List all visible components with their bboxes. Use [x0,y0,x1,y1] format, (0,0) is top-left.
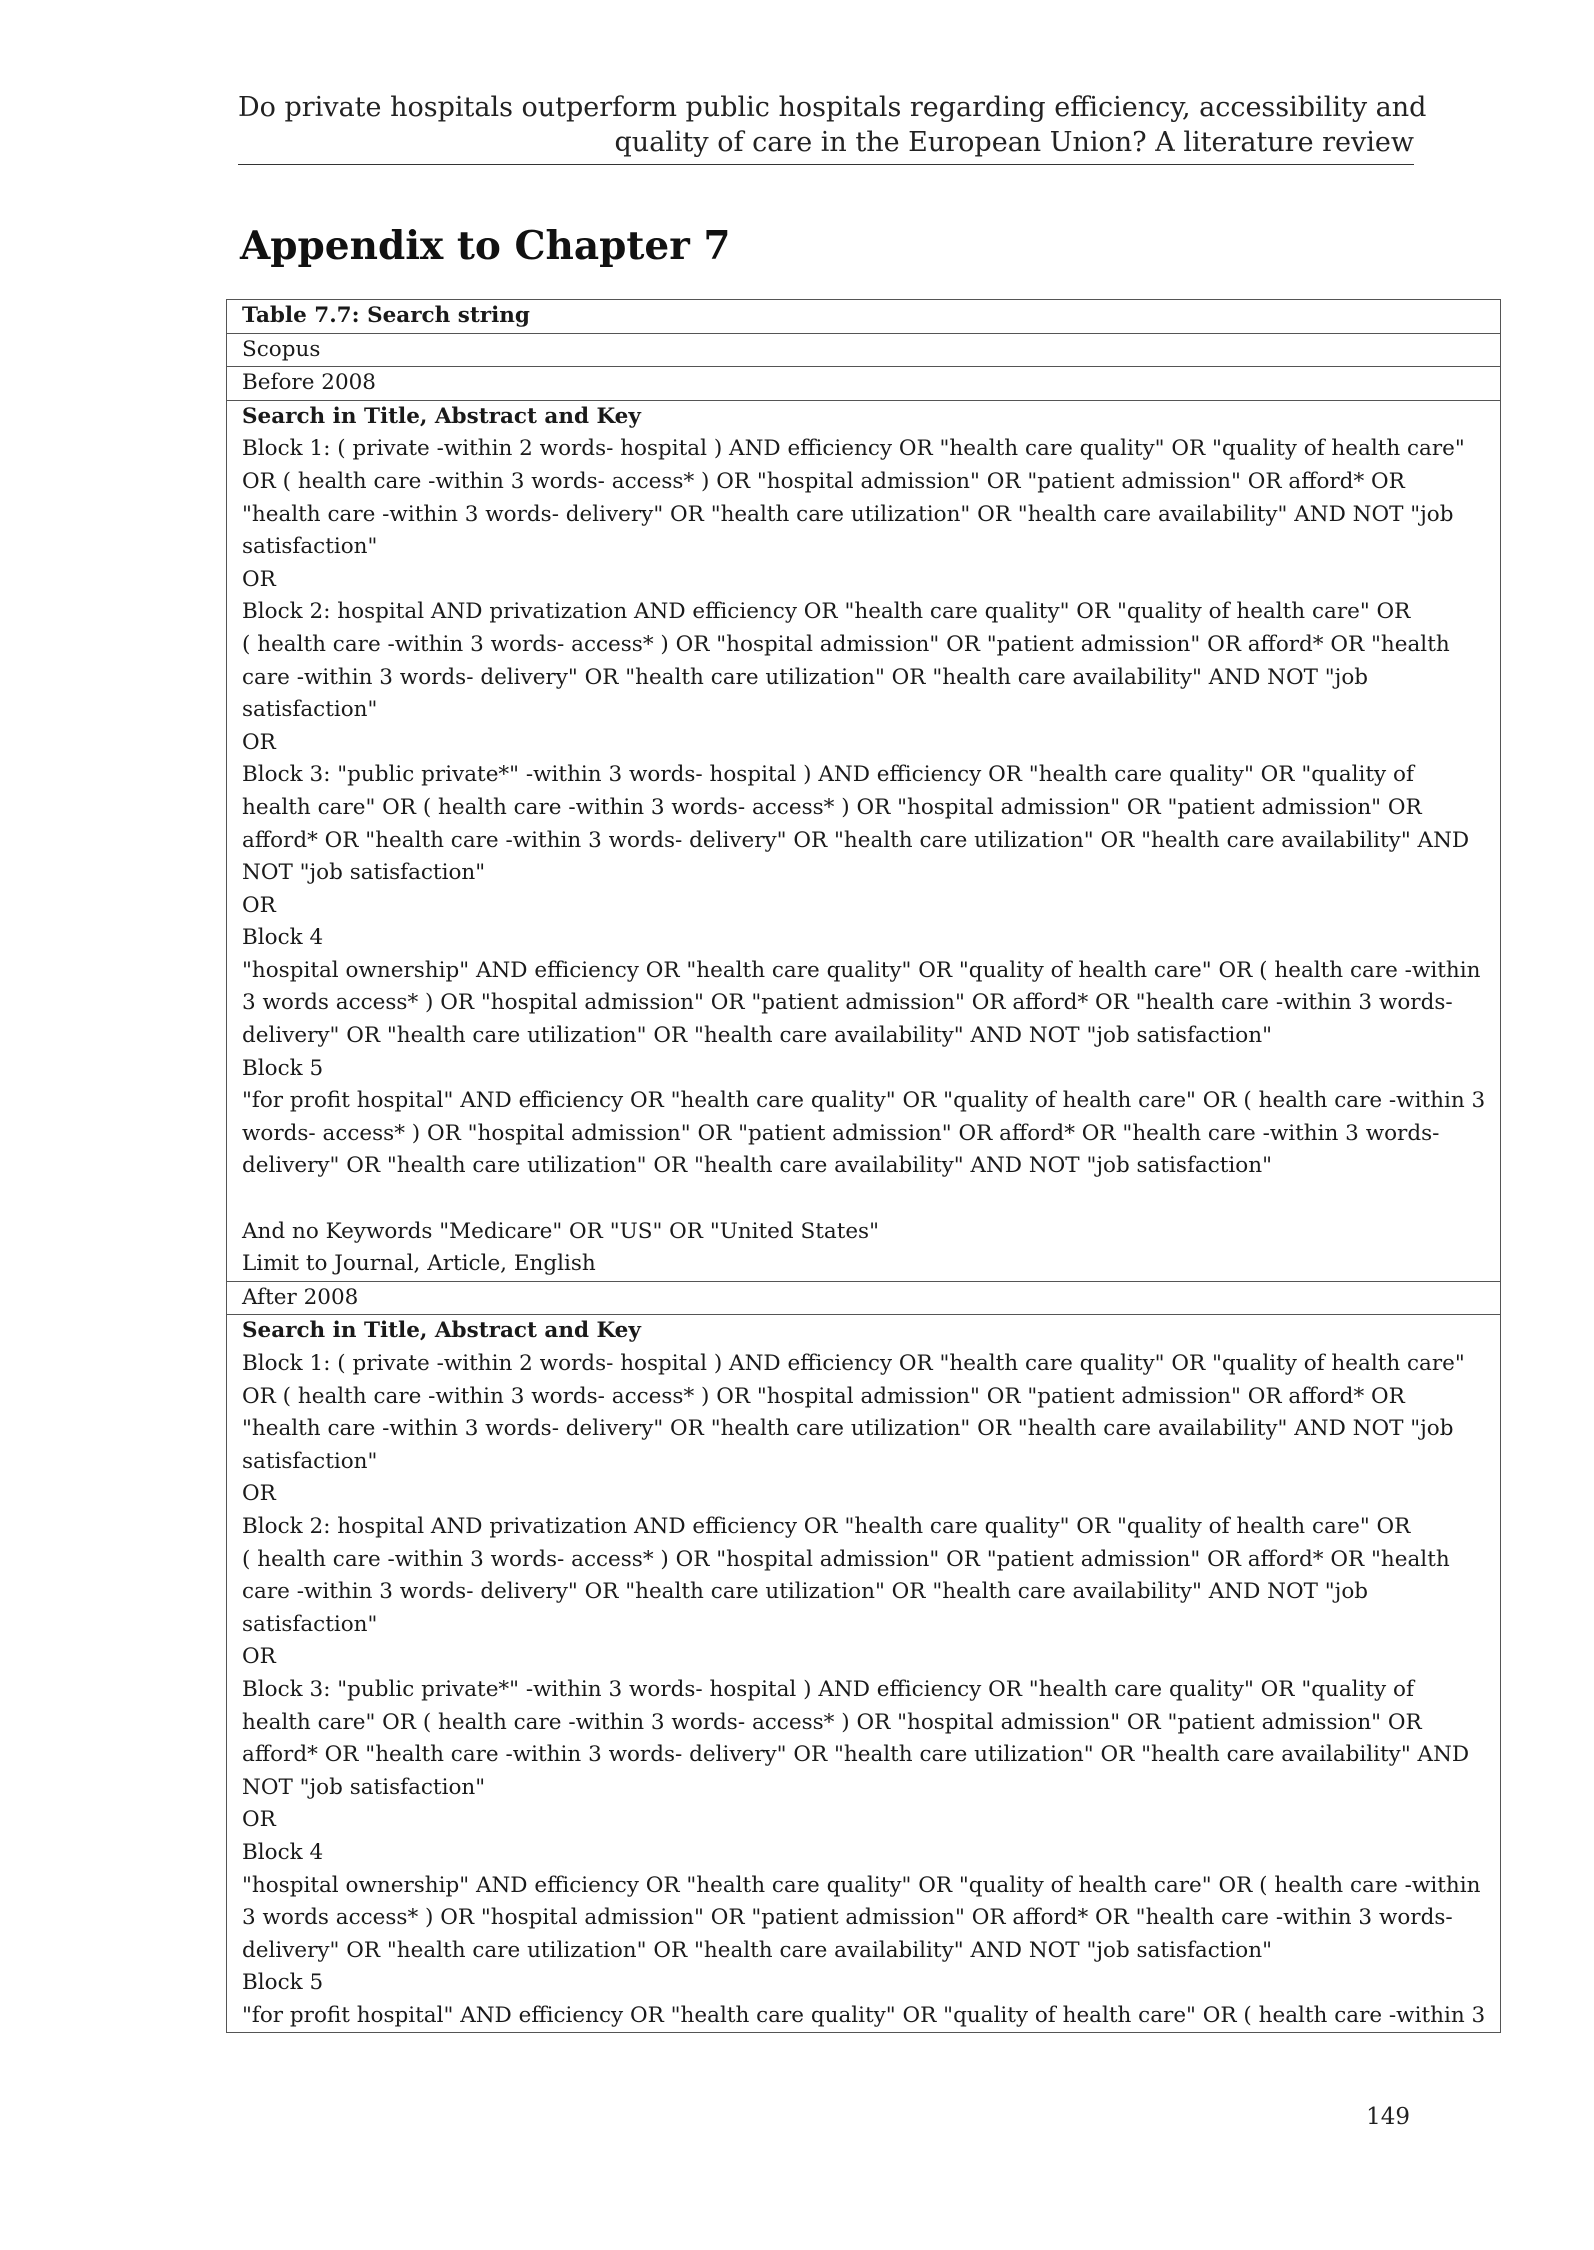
search-string-line: afford* OR "health care -within 3 words- delivery" OR "health care utilization" OR "health care availability" AND [242,827,1470,853]
search-string-line: Block 3: "public private*" -within 3 words- hospital ) AND efficiency OR "health care quality" OR "quality of [242,762,1414,788]
search-string-lines [242,1348,1485,2032]
period-label: After 2008 [227,1281,1501,1315]
page-number: 149 [1366,2104,1410,2130]
search-string-line: OR [242,1644,276,1670]
search-string-line: satisfaction" [242,1448,378,1474]
search-string-line: ( health care -within 3 words- access* ) OR "hospital admission" OR "patient admission" OR afford* OR "health [242,631,1450,657]
search-string-line: Block 2: hospital AND privatization AND efficiency OR "health care quality" OR "quality of health care" OR [242,1513,1411,1539]
search-string-line: 3 words access* ) OR "hospital admission" OR "patient admission" OR afford* OR "health care -within 3 words- [242,990,1453,1016]
search-block-after-2008 [227,1315,1501,2033]
search-string-line: "for profit hospital" AND efficiency OR "health care quality" OR "quality of health care" OR ( health care -within 3 [242,1088,1486,1114]
search-heading: Search in Title, Abstract and Key [242,403,641,429]
search-string-line: Block 4 [242,925,324,951]
search-string-line: care -within 3 words- delivery" OR "health care utilization" OR "health care availability" AND NOT "job [242,1579,1369,1605]
running-header [238,90,1427,165]
search-string-line: health care" OR ( health care -within 3 words- access* ) OR "hospital admission" OR "patient admission" OR [242,794,1422,820]
search-string-line: delivery" OR "health care utilization" OR "health care availability" AND NOT "job satisfaction" [242,1023,1272,1049]
database-name: Scopus [227,333,1501,367]
search-heading: Search in Title, Abstract and Key [242,1318,641,1344]
search-string-line: Block 1: ( private -within 2 words- hospital ) AND efficiency OR "health care quality" OR "quality of health care" [242,436,1465,462]
blank-line [242,1183,1485,1216]
search-string-line: "hospital ownership" AND efficiency OR "health care quality" OR "quality of health care" OR ( health care -within [242,957,1481,983]
running-header-line-2: quality of care in the European Union? A literature review [614,127,1414,158]
search-string-table [226,299,1501,2033]
chapter-title: Appendix to Chapter 7 [240,223,731,269]
search-string-line: And no Keywords "Medicare" OR "US" OR "United States" [242,1218,879,1244]
search-string-line: "for profit hospital" AND efficiency OR "health care quality" OR "quality of health care" OR ( health care -within 3 [242,2002,1486,2028]
search-string-line: NOT "job satisfaction" [242,1774,486,1800]
search-string-line: OR [242,1807,276,1833]
search-string-line: Block 5 [242,1970,324,1996]
search-string-line: delivery" OR "health care utilization" OR "health care availability" AND NOT "job satisfaction" [242,1153,1272,1179]
period-row-before-2008 [227,367,1501,401]
search-string-line: 3 words access* ) OR "hospital admission" OR "patient admission" OR afford* OR "health care -within 3 words- [242,1905,1453,1931]
search-string-line: Block 5 [242,1055,324,1081]
search-string-line: afford* OR "health care -within 3 words- delivery" OR "health care utilization" OR "health care availability" AND [242,1742,1470,1768]
search-string-line: OR [242,1481,276,1507]
database-row [227,333,1501,367]
running-header-line-1: Do private hospitals outperform public hospitals regarding efficiency, accessibility and [238,92,1427,123]
search-string-line: delivery" OR "health care utilization" OR "health care availability" AND NOT "job satisfaction" [242,1937,1272,1963]
search-string-line: satisfaction" [242,1611,378,1637]
period-label: Before 2008 [227,367,1501,401]
search-string-line: care -within 3 words- delivery" OR "health care utilization" OR "health care availability" AND NOT "job [242,664,1369,690]
search-string-line: Limit to Journal, Article, English [242,1251,596,1277]
search-string-line: Block 3: "public private*" -within 3 words- hospital ) AND efficiency OR "health care quality" OR "quality of [242,1676,1414,1702]
search-string-line: "health care -within 3 words- delivery" OR "health care utilization" OR "health care availability" AND NOT "job [242,501,1454,527]
search-string-line: OR [242,892,276,918]
search-string-line: "hospital ownership" AND efficiency OR "health care quality" OR "quality of health care" OR ( health care -within [242,1872,1481,1898]
search-block-before-2008 [227,400,1501,1281]
table-caption: Table 7.7: Search string [227,300,1501,334]
search-string-line: Block 4 [242,1839,324,1865]
search-string-line: Block 2: hospital AND privatization AND efficiency OR "health care quality" OR "quality of health care" OR [242,599,1411,625]
table-caption-row [227,300,1501,334]
search-string-line: OR [242,566,276,592]
search-string-line: OR [242,729,276,755]
search-string-line: satisfaction" [242,697,378,723]
search-string-line: "health care -within 3 words- delivery" OR "health care utilization" OR "health care availability" AND NOT "job [242,1416,1454,1442]
period-row-after-2008 [227,1281,1501,1315]
search-string-line: satisfaction" [242,534,378,560]
search-string-line: health care" OR ( health care -within 3 words- access* ) OR "hospital admission" OR "patient admission" OR [242,1709,1422,1735]
search-string-line: Block 1: ( private -within 2 words- hospital ) AND efficiency OR "health care quality" OR "quality of health care" [242,1351,1465,1376]
search-block-row-before-2008 [227,400,1501,1281]
search-block-row-after-2008 [227,1315,1501,2033]
search-string-lines [242,433,1485,1280]
search-string-line: words- access* ) OR "hospital admission" OR "patient admission" OR afford* OR "health care -within 3 words- [242,1120,1440,1146]
search-string-line: ( health care -within 3 words- access* ) OR "hospital admission" OR "patient admission" OR afford* OR "health [242,1546,1450,1572]
search-string-line: OR ( health care -within 3 words- access* ) OR "hospital admission" OR "patient admission" OR afford* OR [242,1383,1405,1409]
search-string-line: OR ( health care -within 3 words- access* ) OR "hospital admission" OR "patient admission" OR afford* OR [242,468,1405,494]
search-string-line: NOT "job satisfaction" [242,860,486,886]
